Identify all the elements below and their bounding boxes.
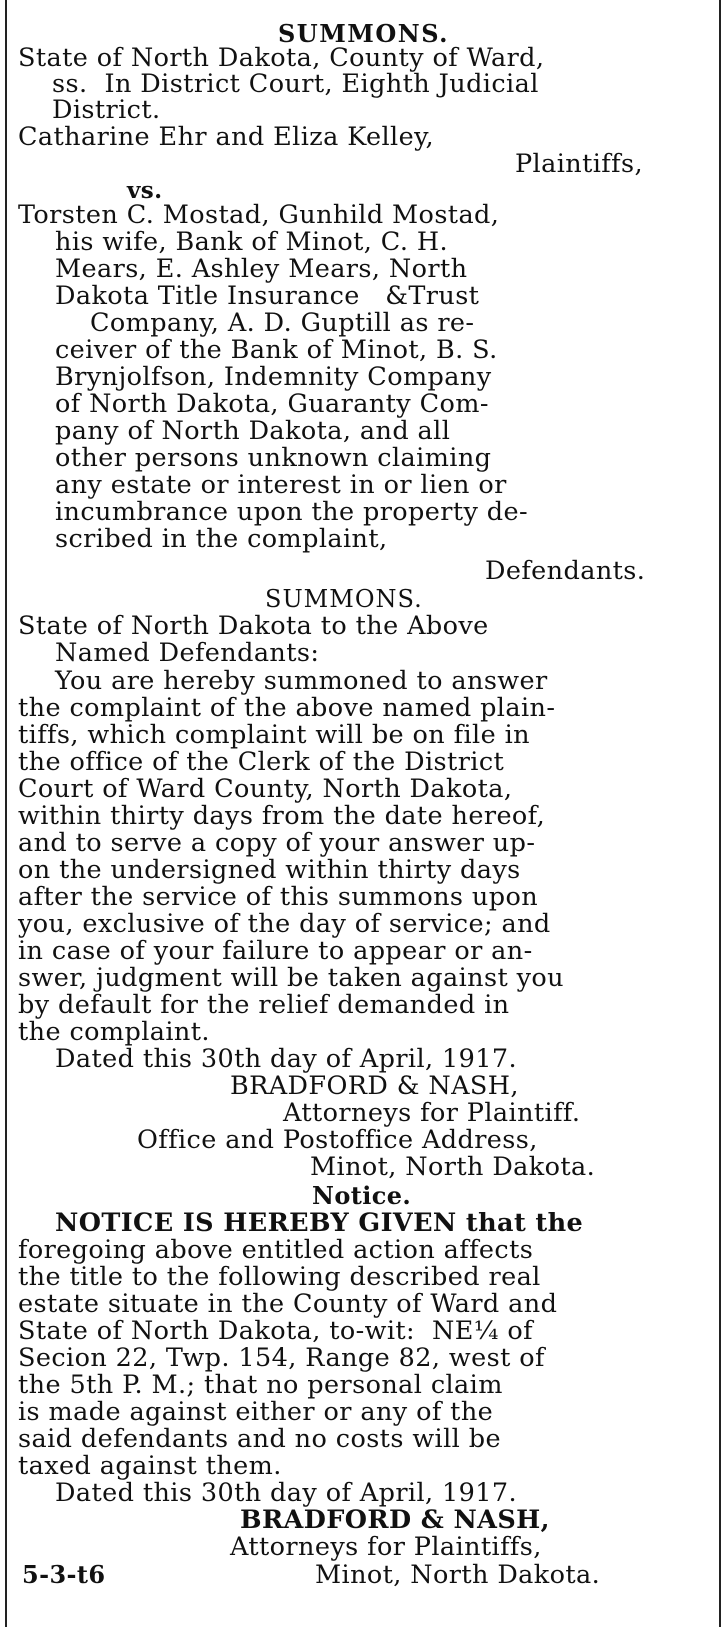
summons-body-line: on the undersigned within thirty days <box>18 855 521 885</box>
notice-dated: Dated this 30th day of April, 1917. <box>55 1478 518 1508</box>
summons-subheading: SUMMONS. <box>265 585 423 613</box>
defendant-line: his wife, Bank of Minot, C. H. <box>55 227 448 257</box>
notice-body-line: taxed against them. <box>18 1451 282 1481</box>
defendant-line: Company, A. D. Guptill as re- <box>90 308 475 338</box>
summons-body-line: in case of your failure to appear or an- <box>18 936 533 966</box>
summons-signature-office: Office and Postoffice Address, <box>137 1125 538 1155</box>
defendant-line: Torsten C. Mostad, Gunhild Mostad, <box>18 200 500 230</box>
publication-code: 5-3-t6 <box>22 1560 106 1589</box>
notice-heading: Notice. <box>312 1181 412 1210</box>
notice-body-line: State of North Dakota, to-wit: NE¼ of <box>18 1316 533 1346</box>
defendant-line: incumbrance upon the property de- <box>55 497 529 527</box>
defendant-line: Mears, E. Ashley Mears, North <box>55 254 468 284</box>
summons-body-line: after the service of this summons upon <box>18 882 539 912</box>
plaintiffs-label: Plaintiffs, <box>515 149 643 179</box>
versus: vs. <box>127 177 163 204</box>
summons-body-line: the office of the Clerk of the District <box>18 747 505 777</box>
defendants-label: Defendants. <box>485 556 646 586</box>
defendant-line: of North Dakota, Guaranty Com- <box>55 389 489 419</box>
notice-body-line: NOTICE IS HEREBY GIVEN that the <box>55 1208 584 1238</box>
notice-signature-role: Attorneys for Plaintiffs, <box>230 1532 542 1562</box>
summons-body-line: by default for the relief demanded in <box>18 990 510 1020</box>
summons-dated: Dated this 30th day of April, 1917. <box>55 1044 518 1074</box>
address-line: Named Defendants: <box>55 638 320 668</box>
venue-line: District. <box>52 95 161 125</box>
notice-body-line: estate situate in the County of Ward and <box>18 1289 558 1319</box>
summons-signature-role: Attorneys for Plaintiff. <box>283 1098 581 1128</box>
summons-signature-city: Minot, North Dakota. <box>310 1152 596 1182</box>
defendant-line: Dakota Title Insurance &Trust <box>55 281 480 311</box>
notice-body-line: the 5th P. M.; that no personal claim <box>18 1370 503 1400</box>
defendant-line: Brynjolfson, Indemnity Company <box>55 362 492 392</box>
notice-body-line: foregoing above entitled action affects <box>18 1235 534 1265</box>
summons-body-line: You are hereby summoned to answer <box>55 666 548 696</box>
summons-body-line: and to serve a copy of your answer up- <box>18 828 536 858</box>
defendant-line: ceiver of the Bank of Minot, B. S. <box>55 335 498 365</box>
summons-body-line: you, exclusive of the day of service; and <box>18 909 551 939</box>
notice-body-line: the title to the following described real <box>18 1262 541 1292</box>
summons-body-line: within thirty days from the date hereof, <box>18 801 546 831</box>
summons-signature-firm: BRADFORD & NASH, <box>230 1071 519 1101</box>
summons-body-line: the complaint. <box>18 1017 210 1047</box>
summons-body-line: swer, judgment will be taken against you <box>18 963 564 993</box>
notice-signature-city: Minot, North Dakota. <box>315 1560 601 1590</box>
summons-body-line: Court of Ward County, North Dakota, <box>18 774 513 804</box>
defendant-line: pany of North Dakota, and all <box>55 416 451 446</box>
summons-heading: SUMMONS. <box>277 19 450 48</box>
defendant-line: scribed in the complaint, <box>55 524 388 554</box>
venue-line: ss. In District Court, Eighth Judicial <box>52 69 539 99</box>
notice-body-line: Secion 22, Twp. 154, Range 82, west of <box>18 1343 545 1373</box>
notice-body-line: is made against either or any of the <box>18 1397 494 1427</box>
plaintiffs-names: Catharine Ehr and Eliza Kelley, <box>18 122 434 152</box>
notice-body-line: said defendants and no costs will be <box>18 1424 501 1454</box>
venue-line: State of North Dakota, County of Ward, <box>18 43 545 73</box>
defendant-line: other persons unknown claiming <box>55 443 492 473</box>
defendant-line: any estate or interest in or lien or <box>55 470 507 500</box>
summons-body-line: tiffs, which complaint will be on file in <box>18 720 530 750</box>
address-line: State of North Dakota to the Above <box>18 611 489 641</box>
summons-body-line: the complaint of the above named plain- <box>18 693 556 723</box>
notice-signature-firm: BRADFORD & NASH, <box>240 1505 550 1535</box>
